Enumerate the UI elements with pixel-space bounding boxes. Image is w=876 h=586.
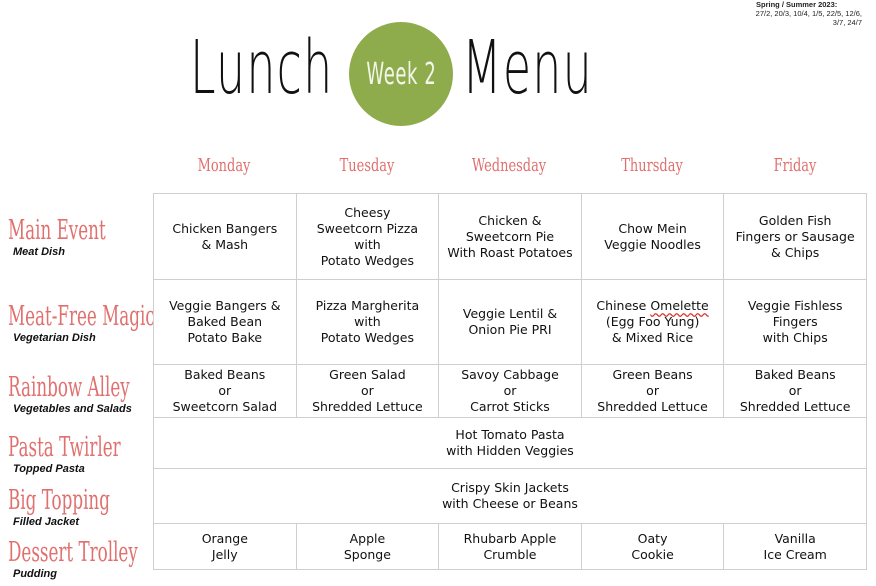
category-main-event bbox=[8, 216, 166, 258]
menu-cell: Orange Jelly bbox=[154, 524, 297, 570]
week-label: Week 2 bbox=[365, 56, 437, 92]
day-header-wednesday: Wednesday bbox=[471, 155, 547, 176]
menu-text: Chinese bbox=[596, 298, 651, 313]
menu-cell: Green Beans or Shredded Lettuce bbox=[581, 365, 724, 418]
menu-cell: Crispy Skin Jackets with Cheese or Beans bbox=[154, 469, 867, 524]
title-lunch: Lunch bbox=[190, 25, 334, 111]
day-header-monday: Monday bbox=[197, 155, 251, 176]
menu-cell: Chicken & Sweetcorn Pie With Roast Potatoes bbox=[439, 194, 582, 280]
category-title: Rainbow Alley bbox=[8, 372, 130, 403]
term-dates bbox=[752, 0, 862, 27]
menu-cell: Savoy Cabbage or Carrot Sticks bbox=[439, 365, 582, 418]
date-list: 27/2, 20/3, 10/4, 1/5, 22/5, 12/6, 3/7, 24/7 bbox=[755, 9, 862, 27]
title-menu: Menu bbox=[462, 25, 593, 111]
menu-cell: Oaty Cookie bbox=[581, 524, 724, 570]
menu-cell: Green Salad or Shredded Lettuce bbox=[296, 365, 439, 418]
menu-cell: Rhubarb Apple Crumble bbox=[439, 524, 582, 570]
menu-table bbox=[153, 193, 867, 570]
table-row-dessert bbox=[154, 524, 867, 570]
menu-cell: Hot Tomato Pasta with Hidden Veggies bbox=[154, 418, 867, 469]
menu-cell: Chicken Bangers & Mash bbox=[154, 194, 297, 280]
category-title: Main Event bbox=[8, 215, 106, 246]
category-subtitle: Meat Dish bbox=[13, 246, 65, 258]
menu-text: (Egg Foo Yung) & Mixed Rice bbox=[605, 314, 700, 345]
menu-cell bbox=[581, 280, 724, 365]
day-header-friday: Friday bbox=[773, 155, 817, 176]
table-row-rainbow bbox=[154, 365, 867, 418]
menu-cell: Cheesy Sweetcorn Pizza with Potato Wedges bbox=[296, 194, 439, 280]
table-row-jacket bbox=[154, 469, 867, 524]
menu-cell: Veggie Bangers & Baked Bean Potato Bake bbox=[154, 280, 297, 365]
category-title: Dessert Trolley bbox=[8, 537, 138, 568]
menu-cell: Pizza Margherita with Potato Wedges bbox=[296, 280, 439, 365]
day-header-thursday: Thursday bbox=[621, 155, 683, 176]
table-row-veg bbox=[154, 280, 867, 365]
menu-cell: Veggie Fishless Fingers with Chips bbox=[724, 280, 867, 365]
category-subtitle: Vegetarian Dish bbox=[13, 332, 96, 344]
menu-cell: Chow Mein Veggie Noodles bbox=[581, 194, 724, 280]
menu-cell: Golden Fish Fingers or Sausage & Chips bbox=[724, 194, 867, 280]
menu-cell: Veggie Lentil & Onion Pie PRI bbox=[439, 280, 582, 365]
menu-cell: Baked Beans or Shredded Lettuce bbox=[724, 365, 867, 418]
menu-cell: Apple Sponge bbox=[296, 524, 439, 570]
menu-cell: Vanilla Ice Cream bbox=[724, 524, 867, 570]
season-label: Spring / Summer 2023: bbox=[756, 0, 838, 9]
category-big-topping bbox=[8, 486, 172, 528]
category-subtitle: Pudding bbox=[13, 568, 57, 580]
menu-cell: Baked Beans or Sweetcorn Salad bbox=[154, 365, 297, 418]
category-subtitle: Topped Pasta bbox=[13, 463, 85, 475]
table-row-main bbox=[154, 194, 867, 280]
category-title: Meat-Free Magic bbox=[8, 301, 155, 332]
category-title: Big Topping bbox=[8, 485, 110, 516]
week-badge bbox=[349, 22, 453, 126]
spelling-underline: Omelette bbox=[650, 298, 709, 313]
day-header-tuesday: Tuesday bbox=[339, 155, 395, 176]
category-subtitle: Filled Jacket bbox=[13, 516, 80, 528]
category-subtitle: Vegetables and Salads bbox=[13, 403, 132, 415]
table-row-pasta bbox=[154, 418, 867, 469]
category-title: Pasta Twirler bbox=[8, 432, 121, 463]
